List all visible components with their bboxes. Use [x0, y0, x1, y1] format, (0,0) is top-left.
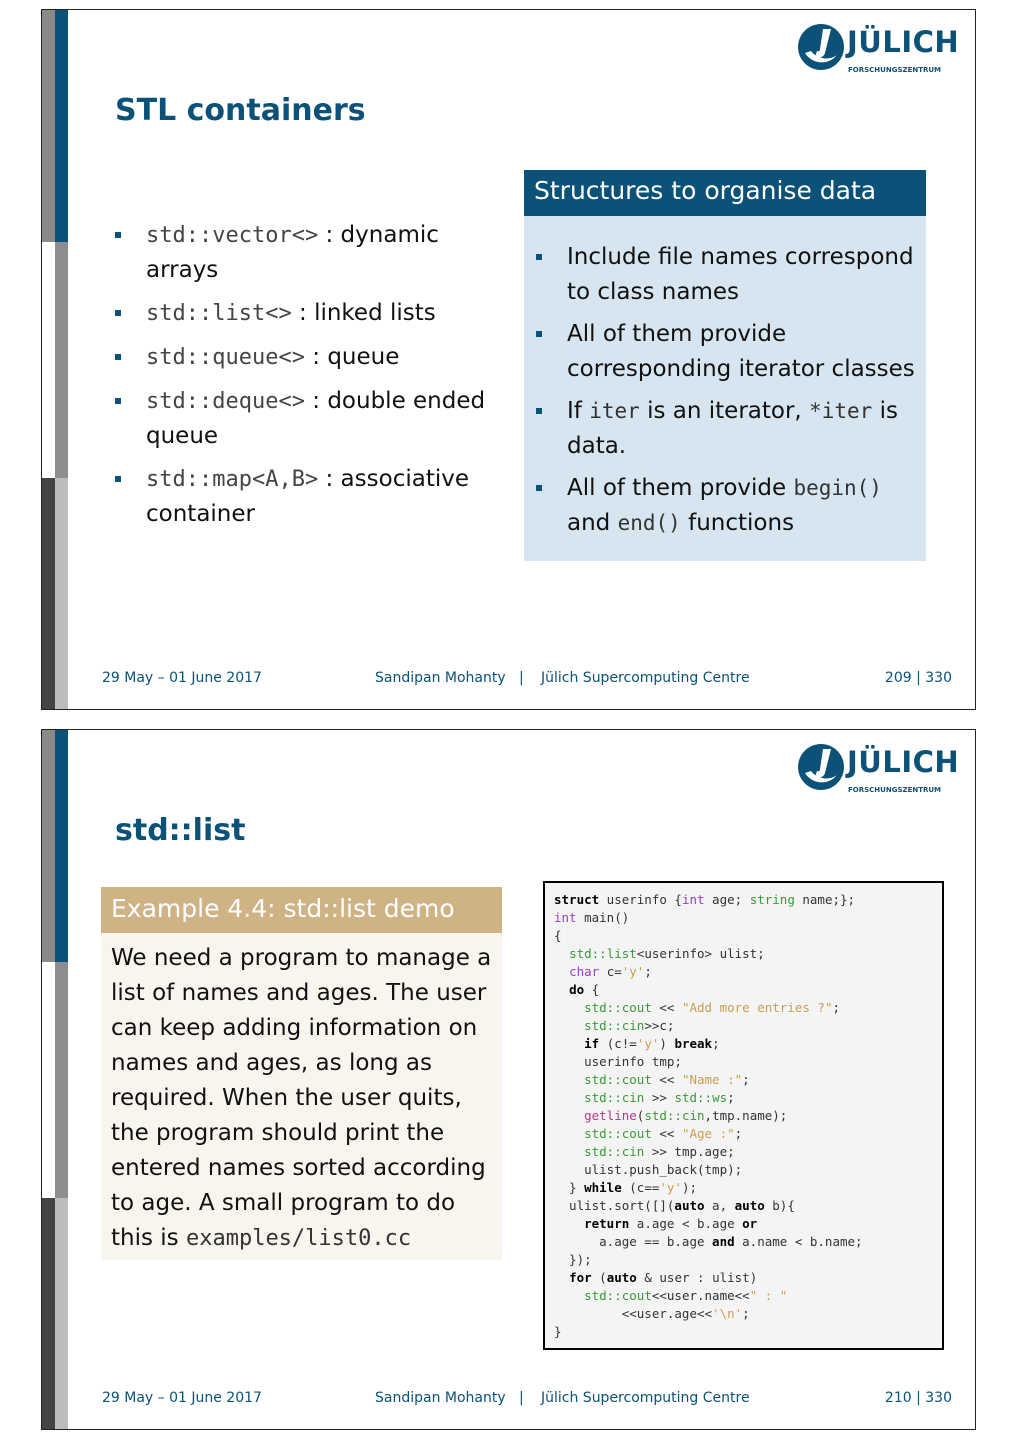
container-list — [115, 218, 495, 540]
code-line: if (c!='y') break; — [584, 1036, 720, 1051]
list-item: std::deque<> : double ended queue — [115, 384, 495, 453]
code-line: ulist.push_back(tmp); — [554, 1162, 743, 1177]
code-line: }); — [554, 1252, 592, 1267]
code-line: <<user.age<<'\n'; — [554, 1306, 750, 1321]
footer-institution: Jülich Supercomputing Centre — [541, 670, 750, 686]
slide-side-bar — [42, 730, 68, 1429]
page-number: 209 | 330 — [884, 670, 952, 686]
code-line: std::cout << "Age :"; — [584, 1126, 743, 1141]
code-line: do { — [569, 982, 600, 997]
list-item: std::map<A,B> : associative container — [115, 462, 495, 531]
code-line: std::cin >> tmp.age; — [584, 1144, 735, 1159]
slide-210 — [41, 729, 976, 1430]
code-line: userinfo tmp; — [554, 1054, 682, 1069]
list-item: std::vector<> : dynamic arrays — [115, 218, 495, 287]
code-line: return a.age < b.age or — [584, 1216, 758, 1231]
block-item: All of them provide begin() and end() functions — [536, 471, 916, 541]
list-item: std::list<> : linked lists — [115, 296, 495, 331]
code-line: std::cout << "Name :"; — [584, 1072, 750, 1087]
code-line: std::cin >> std::ws; — [584, 1090, 735, 1105]
footer-separator: | — [519, 1390, 524, 1406]
code-line: std::list<userinfo> ulist; — [569, 946, 765, 961]
footer-author: Sandipan Mohanty — [375, 1390, 506, 1406]
code-line: getline(std::cin,tmp.name); — [584, 1108, 788, 1123]
slide-side-bar — [42, 10, 68, 709]
footer-institution: Jülich Supercomputing Centre — [541, 1390, 750, 1406]
logo-subtitle: FORSCHUNGSZENTRUM — [848, 66, 942, 74]
example-title: Example 4.4: std::list demo — [101, 887, 502, 933]
code-line: } — [554, 1324, 562, 1339]
slide-footer — [42, 1390, 976, 1410]
code-line: { — [554, 928, 562, 943]
block-item: If iter is an iterator, *iter is data. — [536, 394, 916, 464]
list-item: std::queue<> : queue — [115, 340, 495, 375]
block-item: All of them provide corresponding iterator classes — [536, 317, 916, 387]
block-body — [524, 216, 926, 561]
footer-date: 29 May – 01 June 2017 — [102, 1390, 262, 1406]
code-line: ulist.sort([](auto a, auto b){ — [554, 1198, 795, 1213]
julich-logo — [797, 743, 960, 795]
code-line: std::cout << "Add more entries ?"; — [584, 1000, 840, 1015]
slide-title: STL containers — [115, 93, 366, 128]
code-line: a.age == b.age and a.name < b.name; — [554, 1234, 863, 1249]
logo-name: JÜLICH — [847, 25, 960, 59]
logo-name: JÜLICH — [847, 745, 960, 779]
example-body: We need a program to manage a list of names and ages. The user can keep adding information on names and ages, as long as required. When the user quits, the program should print the entered names sorted according to age. A small program to do this is examples/list0.cc — [101, 933, 502, 1260]
julich-logo — [797, 23, 960, 75]
slide-footer — [42, 670, 976, 690]
code-line: for (auto & user : ulist) — [569, 1270, 758, 1285]
block-title: Structures to organise data — [524, 170, 926, 216]
block-item: Include file names correspond to class names — [536, 240, 916, 310]
logo-subtitle: FORSCHUNGSZENTRUM — [848, 786, 942, 794]
page-number: 210 | 330 — [884, 1390, 952, 1406]
slide-title: std::list — [115, 813, 246, 848]
code-line: std::cout<<user.name<<" : " — [584, 1288, 788, 1303]
footer-date: 29 May – 01 June 2017 — [102, 670, 262, 686]
code-line: } while (c=='y'); — [554, 1180, 698, 1195]
code-line: char c='y'; — [569, 964, 652, 979]
footer-separator: | — [519, 670, 524, 686]
footer-author: Sandipan Mohanty — [375, 670, 506, 686]
code-listing — [543, 881, 944, 1350]
code-line: std::cin>>c; — [584, 1018, 675, 1033]
slide-209 — [41, 9, 976, 710]
code-line: int main() — [554, 910, 630, 925]
code-line: struct userinfo {int age; string name;}; — [554, 892, 856, 907]
